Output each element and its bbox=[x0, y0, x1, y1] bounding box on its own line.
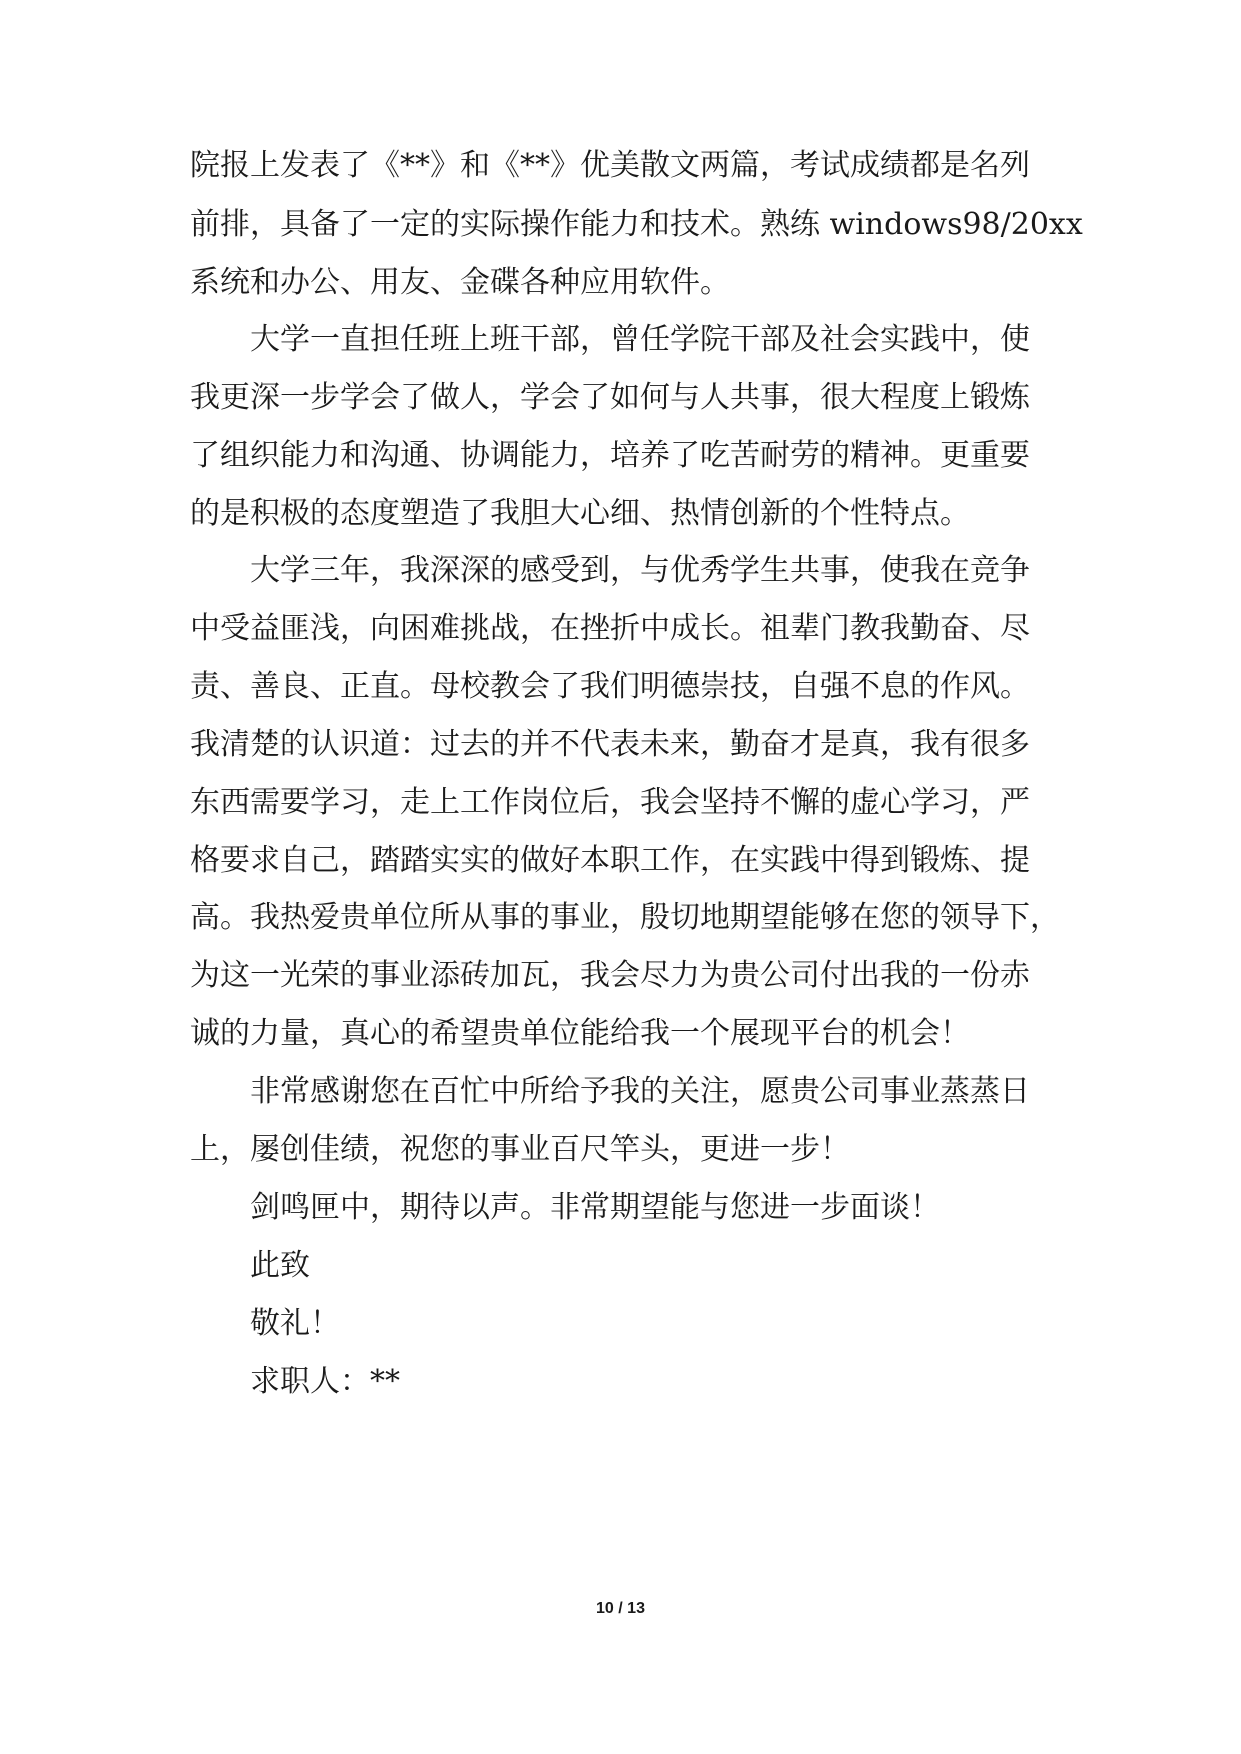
text-line: 了组织能力和沟通、协调能力，培养了吃苦耐劳的精神。更重要 bbox=[190, 438, 1030, 473]
text-line: 格要求自己，踏踏实实的做好本职工作，在实践中得到锻炼、提 bbox=[190, 843, 1030, 878]
text-line: 非常感谢您在百忙中所给予我的关注，愿贵公司事业蒸蒸日 bbox=[250, 1074, 1030, 1109]
text-line: 中受益匪浅，向困难挑战，在挫折中成长。祖辈门教我勤奋、尽 bbox=[190, 611, 1030, 646]
signature-line: 求职人：** bbox=[250, 1364, 400, 1399]
text-line: 的是积极的态度塑造了我胆大心细、热情创新的个性特点。 bbox=[190, 496, 970, 531]
text-line: 责、善良、正直。母校教会了我们明德崇技，自强不息的作风。 bbox=[190, 669, 1030, 704]
text-line: 院报上发表了《**》和《**》优美散文两篇，考试成绩都是名列 bbox=[190, 148, 1030, 183]
text-line: 为这一光荣的事业添砖加瓦，我会尽力为贵公司付出我的一份赤 bbox=[190, 958, 1030, 993]
text-line: 大学三年，我深深的感受到，与优秀学生共事，使我在竞争 bbox=[250, 553, 1030, 588]
text-line: 东西需要学习，走上工作岗位后，我会坚持不懈的虚心学习，严 bbox=[190, 785, 1030, 820]
text-line: 剑鸣匣中，期待以声。非常期望能与您进一步面谈！ bbox=[250, 1190, 940, 1225]
text-line: 我更深一步学会了做人，学会了如何与人共事，很大程度上锻炼 bbox=[190, 380, 1030, 415]
closing-salutation: 此致 bbox=[250, 1248, 310, 1283]
text-line: 诚的力量，真心的希望贵单位能给我一个展现平台的机会！ bbox=[190, 1016, 970, 1051]
text-line: 前排，具备了一定的实际操作能力和技术。熟练 windows98/20xx bbox=[190, 207, 1083, 242]
text-line: 系统和办公、用友、金碟各种应用软件。 bbox=[190, 265, 730, 300]
closing-regards: 敬礼！ bbox=[250, 1306, 340, 1341]
text-line: 我清楚的认识道：过去的并不代表未来，勤奋才是真，我有很多 bbox=[190, 727, 1030, 762]
page-number: 10 / 13 bbox=[596, 1600, 645, 1617]
text-line: 大学一直担任班上班干部，曾任学院干部及社会实践中，使 bbox=[250, 322, 1030, 357]
text-line: 高。我热爱贵单位所从事的事业，殷切地期望能够在您的领导下， bbox=[190, 900, 1060, 935]
text-line: 上，屡创佳绩，祝您的事业百尺竿头，更进一步！ bbox=[190, 1132, 850, 1167]
